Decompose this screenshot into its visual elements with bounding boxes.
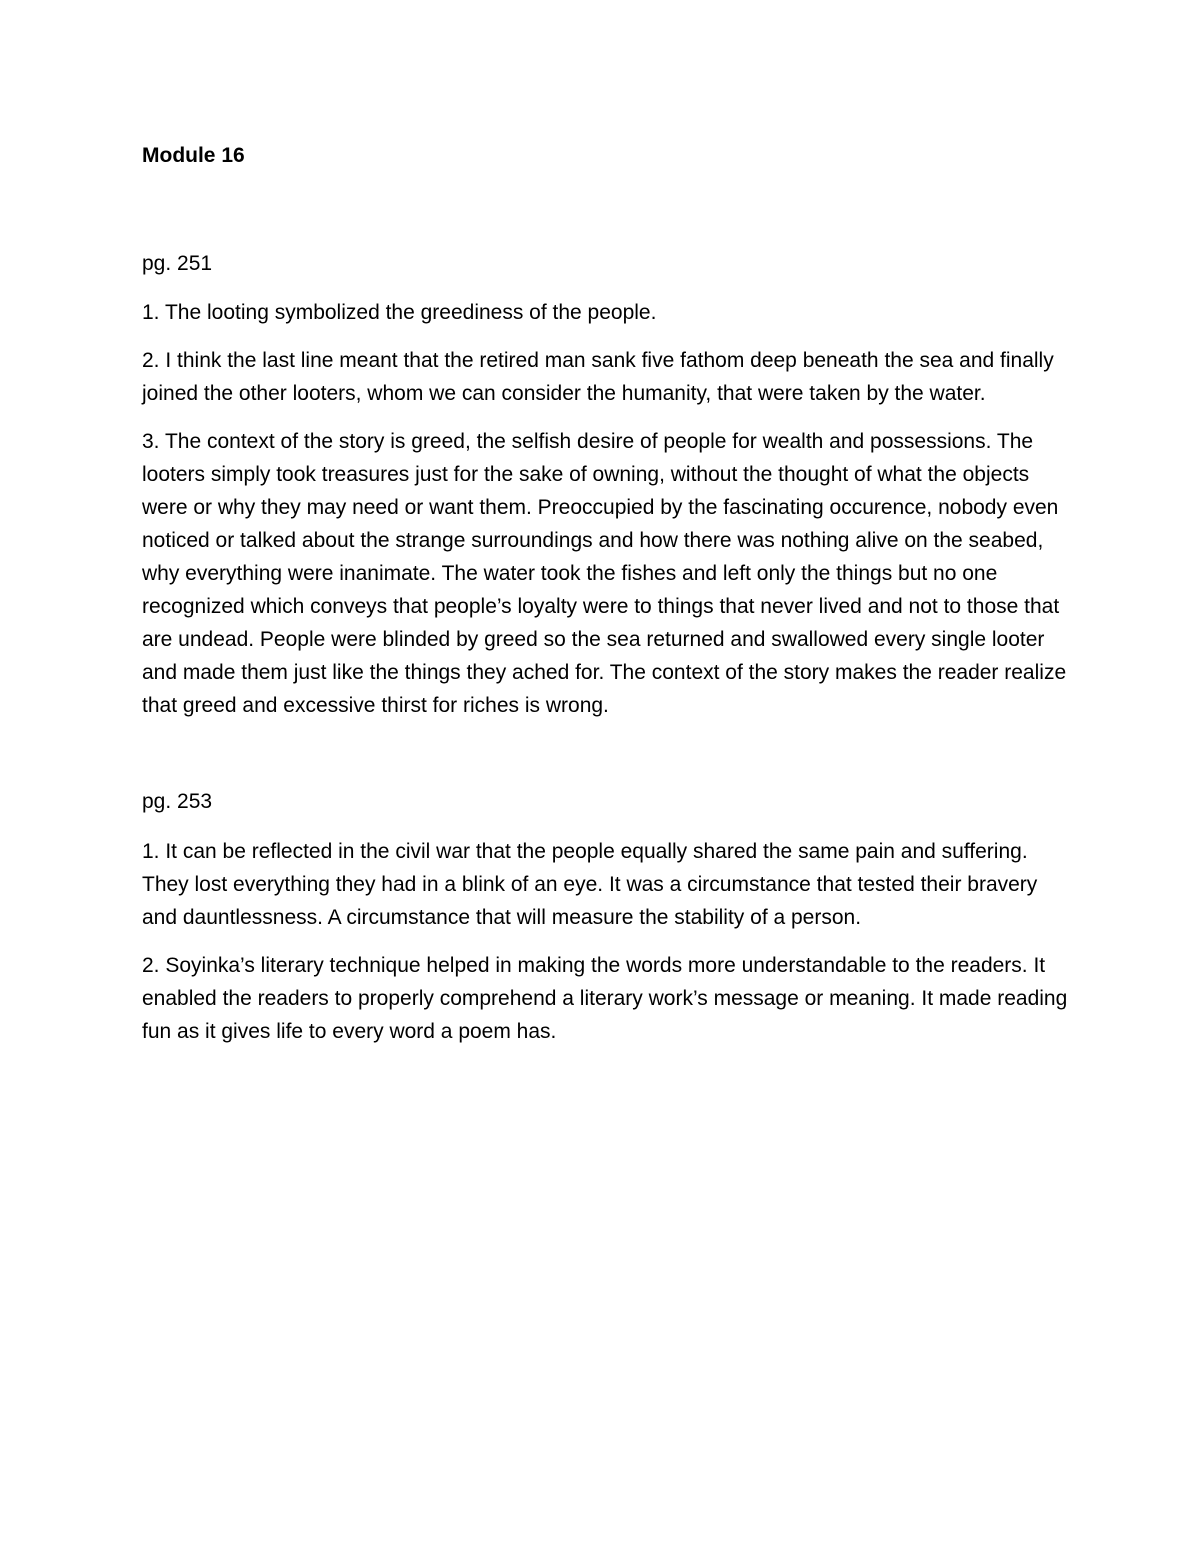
section-label: pg. 253 [142, 790, 213, 813]
answer-paragraph: 2. I think the last line meant that the retired man sank five fathom deep beneath the sea and finally joined the other looters, whom we can consider the humanity, that were taken by the water. [142, 349, 1054, 405]
document-body [142, 142, 1072, 1048]
section-pg-253 [142, 788, 1072, 1048]
answer-paragraph: 1. The looting symbolized the greediness of the people. [142, 301, 657, 324]
section-label: pg. 251 [142, 252, 213, 275]
section-pg-251 [142, 250, 1072, 722]
document-title: Module 16 [142, 144, 245, 167]
answer-paragraph: 3. The context of the story is greed, the selfish desire of people for wealth and possessions. The looters simply took treasures just for the sake of owning, without the thought of what the objects were or why they may need or want them. Preoccupied by the fascinating occurence, nobody even noticed or talked about the strange surroundings and how there was nothing alive on the seabed, why everything were inanimate. The water took the fishes and left only the things but no one recognized which conveys that people’s loyalty were to things that never lived and not to those that are undead. People were blinded by greed so the sea returned and swallowed every single looter and made them just like the things they ached for. The context of the story makes the reader realize that greed and excessive thirst for riches is wrong. [142, 430, 1067, 717]
answer-paragraph: 1. It can be reflected in the civil war that the people equally shared the same pain and suffering. They lost everything they had in a blink of an eye. It was a circumstance that tested their bravery and dauntlessness. A circumstance that will measure the stability of a person. [142, 840, 1038, 929]
answer-paragraph: 2. Soyinka’s literary technique helped in making the words more understandable to the readers. It enabled the readers to properly comprehend a literary work’s message or meaning. It made reading fun as it gives life to every word a poem has. [142, 954, 1068, 1043]
